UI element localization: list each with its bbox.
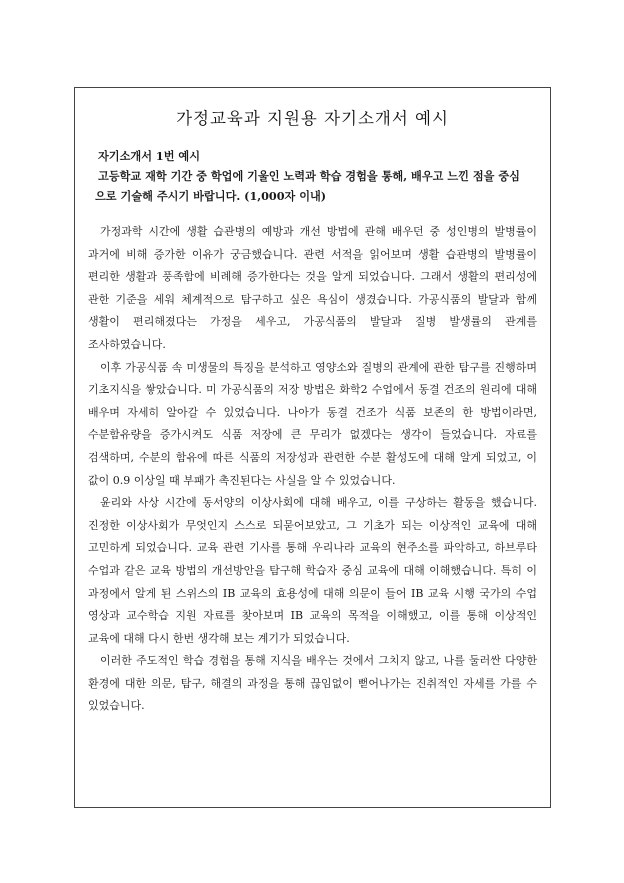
essay-paragraph-4: 이러한 주도적인 학습 경험을 통해 지식을 배우는 것에서 그치지 않고, 나를 둘러싼 다양한 환경에 대한 의문, 탐구, 해결의 과정을 통해 끊임없이 뻗어나가는 진취적인 자세를 가를 수 있었습니다.	[88, 654, 537, 713]
essay-body	[88, 221, 537, 718]
essay-paragraph-2: 이후 가공식품 속 미생물의 특징을 분석하고 영양소와 질병의 관계에 관한 탐구를 진행하며 기초지식을 쌓았습니다. 미 가공식품의 저장 방법은 화학2 수업에서 동결 건조의 원리에 대해 배우며 자세히 알아갈 수 있었습니다. 나아가 동결 건조가 식품 보존의 한 방법이라면, 수분함유량을 증가시켜도 식품 저장에 큰 무리가 없겠다는 생각이 들었습니다. 자료를 검색하며, 수분의 함유에 따른 식품의 저장성과 관련한 수분 활성도에 대해 알게 되었고, 이 값이 0.9 이상일 때 부패가 촉진된다는 사실을 알 수 있었습니다.	[88, 360, 537, 487]
document-title: 가정교육과 지원용 자기소개서 예시	[176, 109, 449, 128]
prompt-block	[95, 146, 530, 206]
essay-paragraph-1: 가정과학 시간에 생활 습관병의 예방과 개선 방법에 관해 배우던 중 성인병의 발병률이 과거에 비해 증가한 이유가 궁금했습니다. 관련 서적을 읽어보며 생활 습관병의 발병률이 편리한 생활과 풍족함에 비례해 증가한다는 것을 알게 되었습니다. 그래서 생활의 편리성에 관한 기준을 세워 체계적으로 탐구하고 싶은 욕심이 생겼습니다. 가공식품의 발달과 함께 생활이 편리해졌다는 가정을 세우고, 가공식품의 발달과 질병 발생률의 관계를 조사하였습니다.	[88, 225, 537, 351]
essay-paragraph-3: 윤리와 사상 시간에 동서양의 이상사회에 대해 배우고, 이를 구상하는 활동을 했습니다. 진정한 이상사회가 무엇인지 스스로 되묻어보았고, 그 기초가 되는 이상적인 교육에 대해 고민하게 되었습니다. 교육 관련 기사를 통해 우리나라 교육의 현주소를 파악하고, 하브루타 수업과 같은 교육 방법의 개선방안을 탐구해 학습자 중심 교육에 대해 이해했습니다. 특히 이 과정에서 알게 된 스위스의 IB 교육의 효용성에 대해 의문이 들어 IB 교육 시행 국가의 수업 영상과 교수학습 지원 자료를 찾아보며 IB 교육의 목적을 이해했고, 이를 통해 이상적인 교육에 대해 다시 한번 생각해 보는 계기가 되었습니다.	[88, 496, 537, 645]
document-frame	[74, 87, 551, 808]
prompt-question: 고등학교 재학 기간 중 학업에 기울인 노력과 학습 경험을 통해, 배우고 느낀 점을 중심으로 기술해 주시기 바랍니다. (1,000자 이내)	[95, 169, 520, 203]
prompt-label: 자기소개서 1번 예시	[98, 149, 201, 163]
